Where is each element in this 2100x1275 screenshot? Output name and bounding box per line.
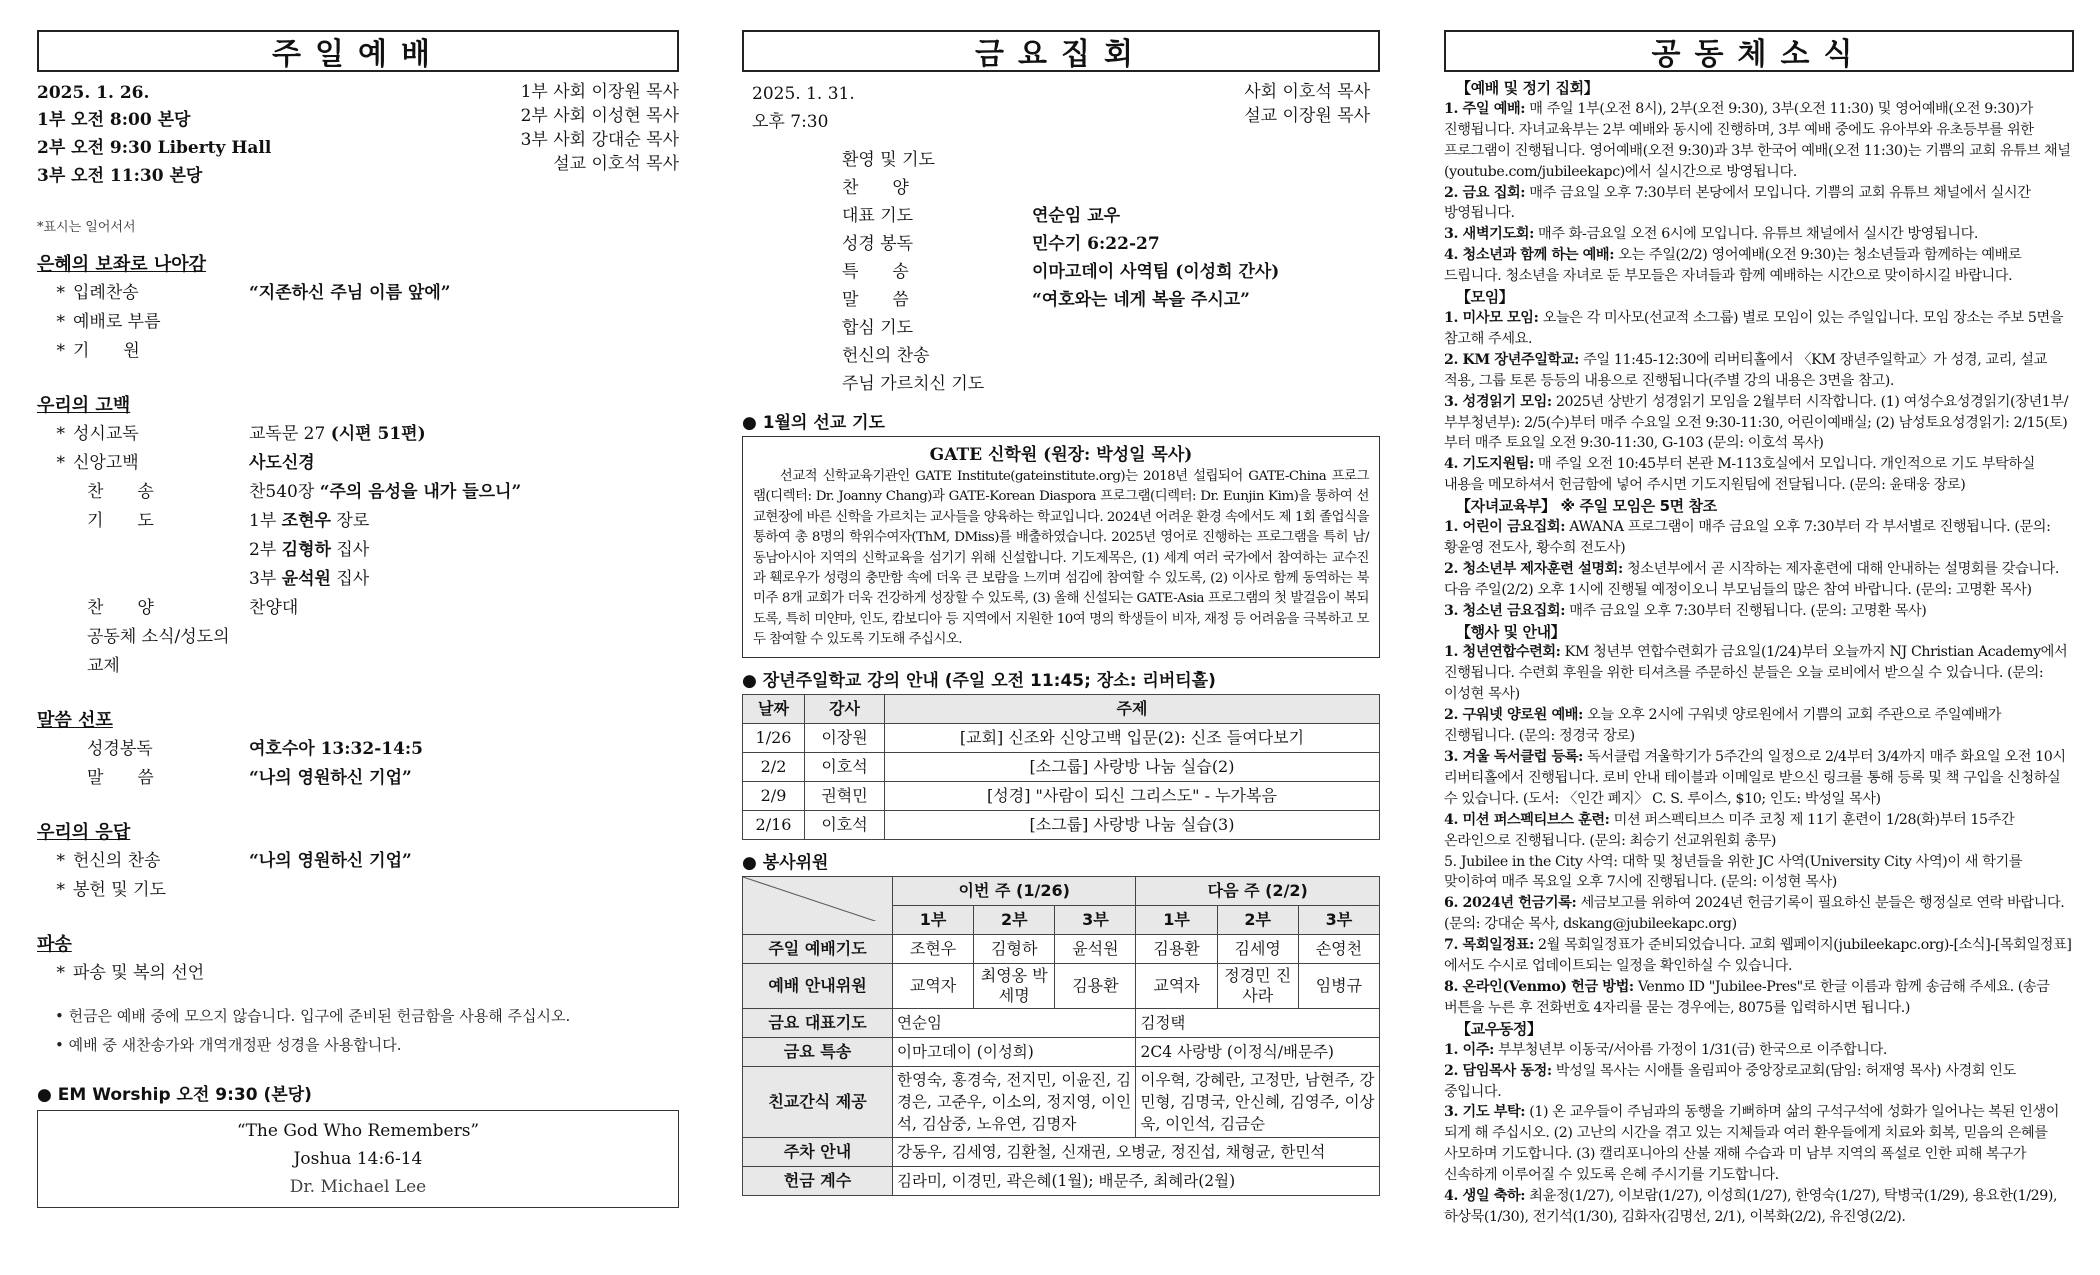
table-cell: 윤석원 <box>1055 934 1136 963</box>
news-item-title: 2. 청소년부 제자훈련 설명회: <box>1444 560 1623 577</box>
table-row <box>743 1166 1380 1195</box>
friday-order-item <box>742 230 1380 258</box>
stand-marker: * <box>56 453 65 473</box>
mission-box-title: GATE 신학원 (원장: 박성일 목사) <box>929 445 1193 465</box>
highlight: “주의 음성을 내가 들으니” <box>319 482 522 502</box>
table-cell: 이우혁, 강혜란, 고정만, 남현주, 강민형, 김명국, 안신혜, 김영주, 이상욱, 이인석, 김금순 <box>1136 1066 1380 1137</box>
liturgy-item <box>37 279 679 308</box>
stand-marker <box>37 507 73 536</box>
sunday-title: 주일예배 <box>37 30 679 72</box>
section-title: 은혜의 보좌로 나아감 <box>37 254 207 275</box>
row-label: 친교간식 제공 <box>743 1066 893 1137</box>
liturgy-label <box>73 536 249 565</box>
liturgy-item <box>37 478 679 507</box>
section-title: 파송 <box>37 934 72 955</box>
stand-marker: * <box>56 283 65 303</box>
liturgy-value: 찬양대 <box>249 598 299 618</box>
liturgy-label: 헌신의 찬송 <box>73 851 161 871</box>
news-item-title: 3. 기도 부탁: <box>1444 1104 1526 1121</box>
news-item-title: 2. 담임목사 동정: <box>1444 1062 1552 1079</box>
news-item-title: 4. 미션 퍼스펙티브스 훈련: <box>1444 811 1610 828</box>
news-item: 3. 청소년 금요집회: 매주 금요일 오후 7:30부터 진행됩니다. (문의: 고명환 목사) <box>1444 602 1927 619</box>
table-row <box>743 810 1380 839</box>
diagonal-line <box>743 877 892 921</box>
news-item: 3. 기도 부탁: (1) 온 교우들이 주님과의 동행을 기뻐하며 삶의 구석구석에 성화가 일어나는 복된 인생이 되게 해 주십시오. (2) 고난의 시간을 겪고 있는 지체들과 여러 환우들에게 치료와 회복, 믿음의 은혜를 사모하며 기도합니다. (3) 캘리포니아의 산불 재해 수습과 미 남부 지역의 폭설로 인한 피해 복구가 신속하게 이루어질 수 있도록 은혜 주시기를 기도합니다. <box>1444 1104 2060 1184</box>
liturgy-item <box>37 847 679 876</box>
section-title: 말씀 선포 <box>37 710 113 731</box>
stand-marker <box>37 478 73 507</box>
liturgy-value: “지존하신 주님 이름 앞에” <box>249 283 451 303</box>
liturgy-label: 성시교독 <box>73 424 139 444</box>
table-cell: [소그룹] 사랑방 나눔 실습(3) <box>885 810 1380 839</box>
table-cell: 손영천 <box>1298 934 1379 963</box>
news-item: 2. KM 장년주일학교: 주일 11:45-12:30에 리버티홀에서 〈KM 장년주일학교〉가 성경, 교리, 설교 적용, 그룹 토론 등등의 내용으로 진행됩니다(주별 강의 내용은 3면을 참고). <box>1444 351 2047 389</box>
this-week-header: 이번 주 (1/26) <box>893 876 1136 905</box>
news-section-title: 【행사 및 안내】 <box>1456 622 1566 641</box>
liturgy-label: 예배로 부름 <box>73 312 161 332</box>
table-cell: 이장원 <box>805 723 885 752</box>
liturgy-item <box>37 764 679 793</box>
table-cell: 임병규 <box>1298 963 1379 1008</box>
news-title: 공동체소식 <box>1444 30 2074 72</box>
order-of-worship <box>37 251 679 988</box>
table-cell: 이마고데이 (이성희) <box>893 1037 1136 1066</box>
table-cell: 2C4 사랑방 (이정식/배문주) <box>1136 1037 1380 1066</box>
table-cell: 김세영 <box>1217 934 1298 963</box>
news-item-title: 1. 미사모 모임: <box>1444 309 1539 326</box>
news-body <box>1444 78 2074 1228</box>
order-value: “여호와는 네게 복을 주시고” <box>1032 290 1250 310</box>
liturgy-item <box>37 536 679 565</box>
stand-marker <box>37 565 73 594</box>
table-cell: 한영숙, 홍경숙, 전지민, 이윤진, 김경은, 고준우, 이소의, 정지영, 이인석, 김삼중, 노유연, 김명자 <box>893 1066 1136 1137</box>
class-header: 강사 <box>805 694 885 723</box>
friday-time: 오후 7:30 <box>752 112 829 132</box>
liturgy-value: 1부 조현우 장로 <box>249 511 370 531</box>
stand-marker: * <box>56 851 65 871</box>
table-cell: [교회] 신조와 신앙고백 입문(2): 신조 들여다보기 <box>885 723 1380 752</box>
news-item: 2. 담임목사 동정: 박성일 목사는 시애틀 올림피아 중앙장로교회(담임: 허재영 목사) 사경회 인도 중입니다. <box>1444 1062 2016 1100</box>
part-header: 1부 <box>1136 905 1217 934</box>
row-label: 금요 특송 <box>743 1037 893 1066</box>
class-table <box>742 694 1380 840</box>
stand-marker <box>37 594 73 623</box>
news-item: 1. 미사모 모임: 오늘은 각 미사모(선교적 소그룹) 별로 모임이 있는 주일입니다. 모임 장소는 주보 5면을 참고해 주세요. <box>1444 309 2064 347</box>
liturgy-label: 봉헌 및 기도 <box>73 880 166 900</box>
news-section-title: 【교우동정】 <box>1456 1019 1542 1038</box>
news-item-title: 7. 목회일정표: <box>1444 937 1534 954</box>
order-label: 환영 및 기도 <box>842 150 935 170</box>
friday-leader-2: 설교 이장원 목사 <box>1244 106 1370 126</box>
news-item: 1. 이주: 부부청년부 이동국/서아름 가정이 1/31(금) 한국으로 이주합니다. <box>1444 1041 1888 1058</box>
order-label: 합심 기도 <box>842 318 914 338</box>
table-row <box>743 1008 1380 1037</box>
table-row <box>743 752 1380 781</box>
friday-order-item <box>742 286 1380 314</box>
liturgy-value: 3부 윤석원 집사 <box>249 569 370 589</box>
friday-order-item <box>742 370 1380 398</box>
row-label: 금요 대표기도 <box>743 1008 893 1037</box>
order-label: 특 송 <box>842 262 909 282</box>
order-label: 헌신의 찬송 <box>842 346 930 366</box>
sunday-column <box>37 30 679 1208</box>
table-cell: 이호석 <box>805 810 885 839</box>
stand-marker: * <box>56 880 65 900</box>
order-label: 주님 가르치신 기도 <box>842 374 985 394</box>
news-item-title: 8. 온라인(Venmo) 헌금 방법: <box>1444 978 1634 995</box>
news-item-title: 3. 새벽기도회: <box>1444 226 1534 243</box>
friday-order-item <box>742 202 1380 230</box>
news-item: 3. 성경읽기 모임: 2025년 상반기 성경읽기 모임을 2월부터 시작합니다. (1) 여성수요성경읽기(장년1부/부부청년부): 2/5(수)부터 매주 수요일 오전 9:30-11:30, 어린이예배실; (2) 남성토요성경읽기: 2/15(토)부터 매주 토요일 오전 9:30-11:30, G-103 (문의: 이호석 목사) <box>1444 393 2069 452</box>
table-cell: 이호석 <box>805 752 885 781</box>
liturgy-label: 공동체 소식/성도의 교제 <box>87 627 230 676</box>
table-cell: 강동우, 김세영, 김환철, 신재권, 오병균, 정진섭, 채형균, 한민석 <box>893 1137 1380 1166</box>
news-item: 4. 청소년과 함께 하는 예배: 오는 주일(2/2) 영어예배(오전 9:30)는 청소년들과 함께하는 예배로 드립니다. 청소년을 자녀로 둔 부모들은 자녀들과 함께 예배하는 시간으로 맞이하시길 바랍니다. <box>1444 247 2022 285</box>
mission-box <box>742 436 1380 658</box>
table-cell: 연순임 <box>893 1008 1136 1037</box>
news-column <box>1444 30 2074 1228</box>
news-item-title: 1. 이주: <box>1444 1041 1494 1058</box>
stand-marker: * <box>56 341 65 361</box>
friday-order-item <box>742 342 1380 370</box>
stand-marker <box>37 536 73 565</box>
liturgy-label: 찬 송 <box>87 482 154 502</box>
news-item-title: 3. 겨울 독서클럽 등록: <box>1444 749 1583 765</box>
table-cell: 김형하 <box>974 934 1055 963</box>
news-item: 2. 청소년부 제자훈련 설명회: 청소년부에서 곧 시작하는 제자훈련에 대해 안내하는 설명회를 갖습니다. 다음 주일(2/2) 오후 1시에 진행될 예정이오니 부모님들의 많은 참여 바랍니다. (문의: 고명환 목사) <box>1444 560 2059 598</box>
em-scripture: Joshua 14:6-14 <box>293 1149 423 1169</box>
liturgy-item <box>37 735 679 764</box>
row-label: 주차 안내 <box>743 1137 893 1166</box>
leader-3: 3부 사회 강대순 목사 <box>520 130 679 150</box>
news-item-title: 2. KM 장년주일학교: <box>1444 351 1579 368</box>
table-cell: 조현우 <box>893 934 974 963</box>
liturgy-label: 입례찬송 <box>73 283 139 303</box>
sunday-date: 2025. 1. 26. <box>37 83 150 103</box>
table-cell: 2/2 <box>743 752 805 781</box>
em-worship-title: ● EM Worship 오전 9:30 (본당) <box>37 1085 312 1105</box>
news-item-title: 1. 청년연합수련회: <box>1444 644 1561 661</box>
friday-leader-1: 사회 이호석 목사 <box>1244 82 1370 102</box>
news-item-title: 4. 생일 축하: <box>1444 1188 1526 1205</box>
stand-note: *표시는 일어서서 <box>37 220 136 235</box>
worship-notes <box>37 1002 679 1060</box>
news-item: 6. 2024년 헌금기록: 세금보고를 위하여 2024년 헌금기록이 필요하신 분들은 행정실로 연락 바랍니다. (문의: 강대순 목사, dskang@jubileekapc.org) <box>1444 895 2065 933</box>
stand-marker: * <box>56 963 65 983</box>
em-sermon-title: “The God Who Remembers” <box>236 1121 480 1141</box>
news-item-title: 1. 주일 예배: <box>1444 100 1526 117</box>
friday-column <box>742 30 1380 1196</box>
liturgy-label: 기 원 <box>73 341 140 361</box>
friday-title: 금요집회 <box>742 30 1380 72</box>
part-header: 1부 <box>893 905 974 934</box>
news-item-title: 3. 청소년 금요집회: <box>1444 602 1566 619</box>
liturgy-value: 여호수아 13:32-14:5 <box>249 739 424 759</box>
order-value: 이마고데이 사역팀 (이성희 간사) <box>1032 262 1280 282</box>
news-item: 5. Jubilee in the City 사역: 대학 및 청년들을 위한 JC 사역(University City 사역)이 새 학기를 맞이하여 매주 목요일 오후 7시에 진행됩니다. (문의: 이성현 목사) <box>1444 853 2023 891</box>
liturgy-value: 찬540장 “주의 음성을 내가 들으니” <box>249 482 522 502</box>
liturgy-label: 찬 양 <box>87 598 154 618</box>
liturgy-label: 신앙고백 <box>73 453 139 473</box>
friday-order-item <box>742 314 1380 342</box>
table-row <box>743 1037 1380 1066</box>
person-name: 윤석원 <box>281 569 331 589</box>
liturgy-item <box>37 337 679 366</box>
order-label: 찬 양 <box>842 178 909 198</box>
liturgy-label: 기 도 <box>87 511 154 531</box>
liturgy-value: “나의 영원하신 기업” <box>249 768 412 788</box>
table-cell: 김용환 <box>1136 934 1217 963</box>
stand-marker <box>37 764 73 793</box>
table-cell: 정경민 진사라 <box>1217 963 1298 1008</box>
table-cell: 교역자 <box>893 963 974 1008</box>
order-value: 연순임 교우 <box>1032 206 1121 226</box>
liturgy-item <box>37 623 679 681</box>
liturgy-value: 사도신경 <box>249 453 315 473</box>
em-preacher: Dr. Michael Lee <box>289 1177 427 1197</box>
mission-title: ● 1월의 선교 기도 <box>742 413 885 433</box>
service-1: 1부 오전 8:00 본당 <box>37 110 191 130</box>
row-label: 헌금 계수 <box>743 1166 893 1195</box>
person-name: 김형하 <box>281 540 331 560</box>
table-row <box>743 934 1380 963</box>
section-title: 우리의 응답 <box>37 822 131 843</box>
table-cell: 2/9 <box>743 781 805 810</box>
liturgy-value: “나의 영원하신 기업” <box>249 851 412 871</box>
news-section-title: 【예배 및 정기 집회】 <box>1456 79 1599 97</box>
stand-marker <box>37 623 73 681</box>
table-cell: [소그룹] 사랑방 나눔 실습(2) <box>885 752 1380 781</box>
news-item: 1. 청년연합수련회: KM 청년부 연합수련회가 금요일(1/24)부터 오늘까지 NJ Christian Academy에서 진행됩니다. 수련회 후원을 위한 티셔츠를 주문하신 분들은 오늘 로비에서 받으실 수 있습니다. (문의: 이성현 목사) <box>1444 644 2068 703</box>
stand-marker: * <box>56 312 65 332</box>
em-worship-box <box>37 1110 679 1208</box>
news-item-title: 1. 어린이 금요집회: <box>1444 519 1566 536</box>
friday-order <box>742 146 1380 398</box>
table-row <box>743 1066 1380 1137</box>
news-item: 3. 새벽기도회: 매주 화-금요일 오전 6시에 모입니다. 유튜브 채널에서 실시간 방영됩니다. <box>1444 226 1979 243</box>
volunteer-title: ● 봉사위원 <box>742 852 829 873</box>
news-item: 8. 온라인(Venmo) 헌금 방법: Venmo ID "Jubilee-Pres"로 한글 이름과 함께 송금해 주세요. (송금 버튼을 누른 후 전화번호 4자리를 묻는 경우에는, 8075를 입력하시면 됩니다.) <box>1444 978 2050 1016</box>
note-offering: • 헌금은 예배 중에 모으지 않습니다. 입구에 준비된 헌금함을 사용해 주십시오. <box>55 1007 571 1025</box>
news-item: 1. 주일 예배: 매 주일 1부(오전 8시), 2부(오전 9:30), 3부(오전 11:30) 및 영어예배(오전 9:30)가 진행됩니다. 자녀교육부는 2부 예배와 동시에 진행하며, 3부 예배 중에도 유아부와 유초등부를 위한 프로그램이 진행됩니다. 영어예배(오전 9:30)과 3부 한국어 예배(오전 11:30)는 기쁨의 교회 유튜브 채널(youtube.com/jubileekapc)에서 실시간으로 방영됩니다. <box>1444 100 2071 180</box>
order-label: 성경 봉독 <box>842 234 914 254</box>
leader-2: 2부 사회 이성현 목사 <box>520 106 679 126</box>
class-title: ● 장년주일학교 강의 안내 (주일 오전 11:45; 장소: 리버티홀) <box>742 670 1216 691</box>
part-header: 2부 <box>1217 905 1298 934</box>
volunteer-table <box>742 876 1380 1196</box>
news-item: 1. 어린이 금요집회: AWANA 프로그램이 매주 금요일 오후 7:30부터 각 부서별로 진행됩니다. (문의: 황윤영 전도사, 황수희 전도사) <box>1444 519 2051 556</box>
news-item-title: 3. 성경읽기 모임: <box>1444 393 1552 410</box>
table-row <box>743 723 1380 752</box>
next-week-header: 다음 주 (2/2) <box>1136 876 1380 905</box>
liturgy-label: 파송 및 복의 선언 <box>73 963 205 983</box>
order-value: 민수기 6:22-27 <box>1032 234 1160 254</box>
table-row <box>743 963 1380 1008</box>
friday-order-item <box>742 174 1380 202</box>
table-cell: [성경] "사람이 되신 그리스도" - 누가복음 <box>885 781 1380 810</box>
liturgy-item <box>37 420 679 449</box>
news-item: 7. 목회일정표: 2월 목회일정표가 준비되었습니다. 교회 웹페이지(jubileekapc.org)-[소식]-[목회일정표]에서도 수시로 업데이트되는 일정을 확인하실 수 있습니다. <box>1444 937 2072 975</box>
news-item: 4. 생일 축하: 최윤정(1/27), 이보람(1/27), 이성희(1/27), 한영숙(1/27), 탁병국(1/29), 용요한(1/29), 하상묵(1/30), 전기석(1/30), 김화자(김명선, 2/1), 이복화(2/2), 유진영(2/2). <box>1444 1188 2058 1225</box>
news-item-title: 2. 금요 집회: <box>1444 184 1526 201</box>
class-header: 주제 <box>885 694 1380 723</box>
order-label: 대표 기도 <box>842 206 914 226</box>
note-bible: • 예배 중 새찬송가와 개역개정판 성경을 사용합니다. <box>55 1036 402 1054</box>
liturgy-item <box>37 308 679 337</box>
part-header: 2부 <box>974 905 1055 934</box>
liturgy-item <box>37 565 679 594</box>
highlight: (시편 51편) <box>330 424 426 444</box>
liturgy-label <box>73 565 249 594</box>
service-2: 2부 오전 9:30 Liberty Hall <box>37 138 272 158</box>
liturgy-item <box>37 959 679 988</box>
news-item: 4. 기도지원팀: 매 주일 오전 10:45부터 본관 M-113호실에서 모입니다. 개인적으로 기도 부탁하실 내용을 메모하셔서 헌금함에 넣어 주시면 기도지원팀에 전달됩니다. (문의: 윤태웅 장로) <box>1444 456 2035 494</box>
news-item: 3. 겨울 독서클럽 등록: 독서클럽 겨울학기가 5주간의 일정으로 2/4부터 3/4까지 매주 화요일 오전 10시 리버티홀에서 진행됩니다. 로비 안내 테이블과 이메일로 받으신 링크를 통해 등록 및 책 구입을 신청하실 수 있습니다. (도서: 〈인간 폐지〉 C. S. 루이스, $10; 인도: 박성일 목사) <box>1444 749 2066 807</box>
table-row <box>743 1137 1380 1166</box>
part-header: 3부 <box>1055 905 1136 934</box>
friday-order-item <box>742 258 1380 286</box>
table-corner <box>743 876 893 934</box>
table-cell: 권혁민 <box>805 781 885 810</box>
row-label: 예배 안내위원 <box>743 963 893 1008</box>
friday-order-item <box>742 146 1380 174</box>
liturgy-item <box>37 507 679 536</box>
liturgy-item <box>37 449 679 478</box>
table-cell: 김용환 <box>1055 963 1136 1008</box>
table-cell: 2/16 <box>743 810 805 839</box>
mission-text: 선교적 신학교육기관인 GATE Institute(gateinstitute.org)는 2018년 설립되어 GATE-China 프로그램(디렉터: Dr. Joanny Chang)과 GATE-Korean Diaspora 프로그램(디렉터: Dr. Eunjin Kim)을 통하여 선교현장에 바른 신학을 가르치는 교사들을 양육하는 학교입니다. 2024년 어려운 환경 속에서도 제 1회 졸업식을 통하여 총 8명의 학위수여자(ThM, DMiss)를 배출하였습니다. 2025년 영어로 진행하는 프로그램을 특히 남/동남아시아 지역의 신학교육을 섬기기 위해 신설합니다. 기도제목은, (1) 세계 여러 국가에서 참여하는 교수진과 훽로우가 성령의 충만함 속에 더욱 큰 보람을 느끼며 섬김에 참여할 수 있도록, (2) 이사로 함께 동역하는 북미주 8개 교회가 더욱 건강하게 성장할 수 있도록, (3) 올해 신설되는 GATE-Asia 프로그램의 첫 발걸음이 복되도록, 특히 미얀마, 인도, 캄보디아 등 지역에서 지원한 10여 명의 학생들이 비자, 재정 등 어려움을 극복하고 모두 참여할 수 있도록 기도해 주십시오. <box>753 469 1369 648</box>
table-cell: 1/26 <box>743 723 805 752</box>
stand-marker <box>37 735 73 764</box>
leader-1: 1부 사회 이장원 목사 <box>520 82 679 102</box>
news-item-title: 2. 구워넷 양로원 예배: <box>1444 707 1583 724</box>
liturgy-item <box>37 876 679 905</box>
news-item-title: 4. 기도지원팀: <box>1444 456 1534 473</box>
part-header: 3부 <box>1298 905 1379 934</box>
liturgy-item <box>37 594 679 623</box>
liturgy-value: 교독문 27 (시편 51편) <box>249 424 426 444</box>
table-cell: 김정택 <box>1136 1008 1380 1037</box>
friday-date: 2025. 1. 31. <box>752 84 855 104</box>
news-item-title: 6. 2024년 헌금기록: <box>1444 895 1577 912</box>
order-label: 말 씀 <box>842 290 909 310</box>
stand-marker: * <box>56 424 65 444</box>
table-cell: 최영옹 박세명 <box>974 963 1055 1008</box>
news-item: 2. 구워넷 양로원 예배: 오늘 오후 2시에 구워넷 양로원에서 기쁨의 교회 주관으로 주일예배가 진행됩니다. (문의: 정경국 장로) <box>1444 707 2002 745</box>
liturgy-label: 성경봉독 <box>87 739 153 759</box>
news-section-title: 【자녀교육부】 ※ 주일 모임은 5면 참조 <box>1456 497 1717 516</box>
row-label: 주일 예배기도 <box>743 934 893 963</box>
person-name: 조현우 <box>281 511 331 531</box>
class-header: 날짜 <box>743 694 805 723</box>
news-item: 2. 금요 집회: 매주 금요일 오후 7:30부터 본당에서 모입니다. 기쁨의 교회 유튜브 채널에서 실시간 방영됩니다. <box>1444 184 2031 222</box>
service-3: 3부 오전 11:30 본당 <box>37 166 203 186</box>
table-cell: 김라미, 이경민, 곽은혜(1월); 배문주, 최혜라(2월) <box>893 1166 1380 1195</box>
leader-4: 설교 이호석 목사 <box>553 154 679 174</box>
table-row <box>743 781 1380 810</box>
news-section-title: 【모임】 <box>1456 288 1514 307</box>
table-cell: 교역자 <box>1136 963 1217 1008</box>
liturgy-value: 2부 김형하 집사 <box>249 540 370 560</box>
section-title: 우리의 고백 <box>37 395 131 416</box>
news-item-title: 4. 청소년과 함께 하는 예배: <box>1444 247 1615 264</box>
news-item: 4. 미션 퍼스펙티브스 훈련: 미션 퍼스펙티브스 미주 코칭 제 11기 훈련이 1/28(화)부터 15주간 온라인으로 진행됩니다. (문의: 최승기 선교위원회 총무) <box>1444 811 2015 849</box>
liturgy-label: 말 씀 <box>87 768 154 788</box>
